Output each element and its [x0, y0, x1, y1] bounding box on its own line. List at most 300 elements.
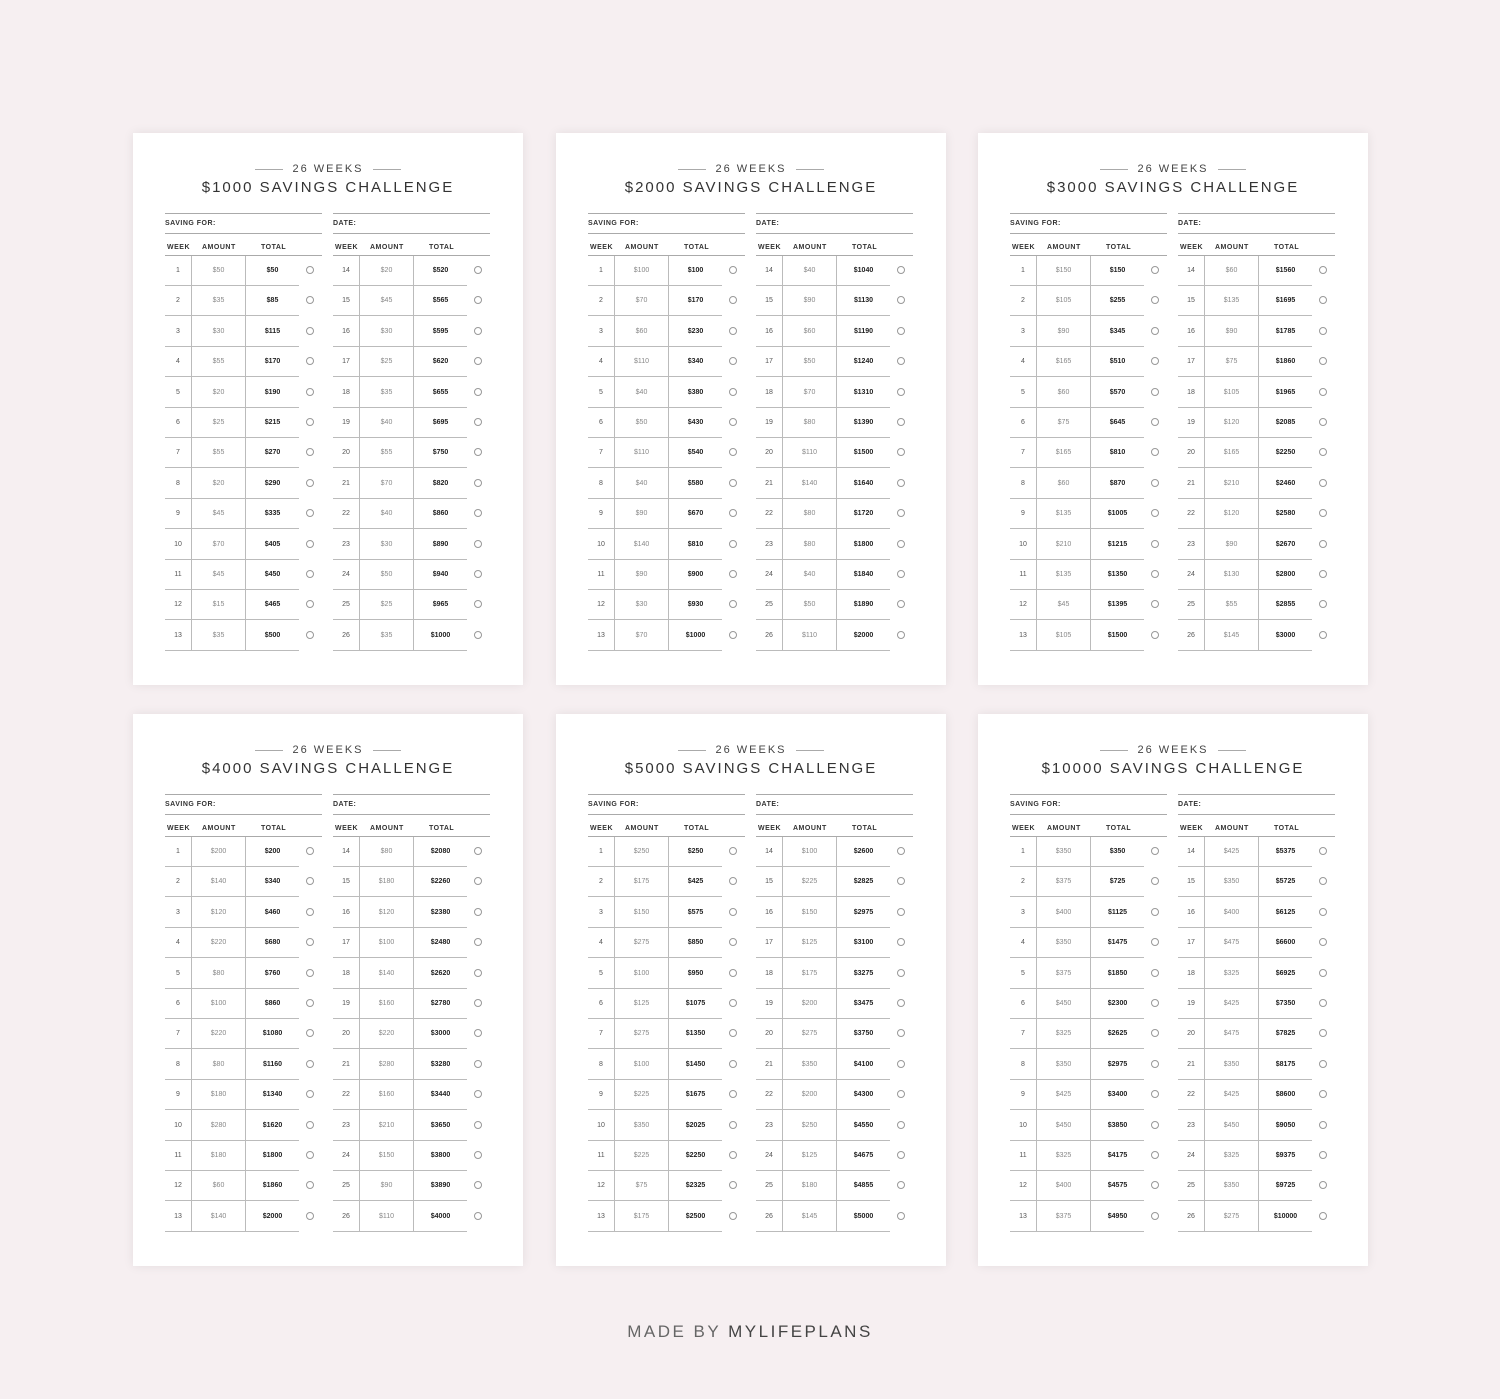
done-checkbox[interactable] [474, 999, 482, 1007]
done-checkbox[interactable] [1151, 1060, 1159, 1068]
done-checkbox[interactable] [474, 509, 482, 517]
saving-for-field[interactable] [165, 213, 322, 234]
done-checkbox[interactable] [1151, 1212, 1159, 1220]
table-row [756, 928, 913, 958]
saving-for-field[interactable] [1010, 794, 1167, 815]
done-checkbox[interactable] [306, 1181, 314, 1189]
done-checkbox[interactable] [306, 479, 314, 487]
amount-value: $60 [635, 327, 648, 335]
week-number: 9 [599, 1091, 603, 1099]
done-checkbox[interactable] [729, 1212, 737, 1220]
done-checkbox[interactable] [1151, 266, 1159, 274]
amount-value: $400 [1223, 908, 1240, 916]
saving-for-field[interactable] [588, 794, 745, 815]
amount-value: $40 [803, 571, 816, 578]
week-number: 5 [1021, 388, 1025, 396]
done-checkbox[interactable] [1319, 479, 1327, 487]
done-checkbox[interactable] [306, 448, 314, 456]
table-row [588, 256, 745, 286]
done-checkbox[interactable] [306, 357, 314, 365]
week-number: 20 [342, 1030, 350, 1038]
done-checkbox[interactable] [474, 877, 482, 885]
done-checkbox[interactable] [729, 388, 737, 396]
done-checkbox[interactable] [474, 1121, 482, 1129]
done-checkbox[interactable] [1151, 908, 1159, 916]
saving-for-field[interactable] [588, 213, 745, 234]
col-week-header: WEEK [1180, 825, 1203, 832]
done-checkbox[interactable] [306, 540, 314, 548]
week-number: 1 [176, 267, 180, 274]
saving-for-field[interactable] [165, 794, 322, 815]
total-value: $810 [687, 540, 704, 548]
done-checkbox[interactable] [306, 938, 314, 946]
done-checkbox[interactable] [1151, 540, 1159, 548]
done-checkbox[interactable] [1151, 847, 1159, 855]
challenge-sheet [133, 133, 523, 685]
done-checkbox[interactable] [474, 969, 482, 977]
done-checkbox[interactable] [1319, 357, 1327, 365]
done-checkbox[interactable] [897, 296, 905, 304]
done-checkbox[interactable] [1319, 448, 1327, 456]
done-checkbox[interactable] [897, 999, 905, 1007]
total-value: $1125 [1107, 908, 1128, 916]
done-checkbox[interactable] [474, 1090, 482, 1098]
done-checkbox[interactable] [1151, 418, 1159, 426]
done-checkbox[interactable] [474, 1060, 482, 1068]
col-total-header: TOTAL [1106, 244, 1132, 251]
done-checkbox[interactable] [897, 479, 905, 487]
done-checkbox[interactable] [474, 540, 482, 548]
week-number: 15 [765, 297, 773, 305]
done-checkbox[interactable] [306, 266, 314, 274]
done-checkbox[interactable] [729, 1121, 737, 1129]
total-value: $565 [432, 297, 449, 305]
done-checkbox[interactable] [897, 631, 905, 639]
done-checkbox[interactable] [729, 877, 737, 885]
table-row [756, 256, 913, 286]
weeks-table [333, 241, 490, 653]
done-checkbox[interactable] [474, 908, 482, 916]
amount-value: $150 [1055, 267, 1072, 274]
amount-value: $450 [1055, 1121, 1072, 1129]
done-checkbox[interactable] [306, 847, 314, 855]
amount-value: $80 [212, 969, 225, 977]
done-checkbox[interactable] [897, 540, 905, 548]
done-checkbox[interactable] [729, 479, 737, 487]
table-row [588, 590, 745, 620]
done-checkbox[interactable] [1151, 938, 1159, 946]
week-number: 5 [599, 388, 603, 396]
done-checkbox[interactable] [1151, 877, 1159, 885]
col-amount-header: AMOUNT [1215, 244, 1249, 251]
done-checkbox[interactable] [1319, 388, 1327, 396]
done-checkbox[interactable] [1151, 1090, 1159, 1098]
done-checkbox[interactable] [729, 418, 737, 426]
done-checkbox[interactable] [729, 357, 737, 365]
amount-value: $145 [1223, 631, 1240, 639]
done-checkbox[interactable] [306, 999, 314, 1007]
col-amount-header: AMOUNT [625, 825, 659, 832]
done-checkbox[interactable] [474, 1212, 482, 1220]
amount-value: $100 [633, 969, 650, 977]
done-checkbox[interactable] [729, 600, 737, 608]
done-checkbox[interactable] [729, 938, 737, 946]
done-checkbox[interactable] [1319, 969, 1327, 977]
done-checkbox[interactable] [897, 388, 905, 396]
done-checkbox[interactable] [1151, 570, 1159, 578]
sheet-title: $10000 SAVINGS CHALLENGE [1041, 760, 1305, 777]
week-number: 21 [1187, 479, 1195, 487]
table-header [333, 822, 490, 837]
done-checkbox[interactable] [729, 448, 737, 456]
table-row [333, 989, 490, 1019]
done-checkbox[interactable] [1319, 1212, 1327, 1220]
done-checkbox[interactable] [1151, 999, 1159, 1007]
done-checkbox[interactable] [897, 877, 905, 885]
done-checkbox[interactable] [474, 847, 482, 855]
done-checkbox[interactable] [1319, 1090, 1327, 1098]
week-number: 5 [176, 388, 180, 396]
table-row [1010, 1202, 1167, 1232]
done-checkbox[interactable] [306, 1121, 314, 1129]
done-checkbox[interactable] [897, 357, 905, 365]
done-checkbox[interactable] [1319, 938, 1327, 946]
amount-value: $120 [210, 908, 227, 916]
done-checkbox[interactable] [306, 418, 314, 426]
amount-value: $125 [633, 1000, 650, 1007]
done-checkbox[interactable] [729, 969, 737, 977]
table-row [588, 408, 745, 438]
done-checkbox[interactable] [1151, 357, 1159, 365]
table-header [165, 822, 322, 837]
done-checkbox[interactable] [897, 570, 905, 578]
table-row [1178, 867, 1335, 897]
weeks-label: 26 WEEKS [292, 163, 364, 175]
table-row [333, 347, 490, 377]
done-checkbox[interactable] [1319, 1121, 1327, 1129]
done-checkbox[interactable] [729, 1029, 737, 1037]
done-checkbox[interactable] [1319, 266, 1327, 274]
amount-value: $150 [633, 908, 650, 916]
done-checkbox[interactable] [1151, 600, 1159, 608]
done-checkbox[interactable] [306, 296, 314, 304]
week-number: 9 [176, 510, 180, 518]
total-value: $8600 [1275, 1091, 1296, 1099]
amount-value: $220 [210, 1030, 227, 1038]
amount-value: $30 [635, 601, 648, 609]
total-value: $820 [432, 479, 449, 487]
done-checkbox[interactable] [1319, 1151, 1327, 1159]
done-checkbox[interactable] [306, 877, 314, 885]
done-checkbox[interactable] [897, 600, 905, 608]
done-checkbox[interactable] [306, 327, 314, 335]
done-checkbox[interactable] [897, 1121, 905, 1129]
col-total-header: TOTAL [261, 244, 287, 251]
done-checkbox[interactable] [1151, 296, 1159, 304]
done-checkbox[interactable] [306, 570, 314, 578]
total-value: $725 [1109, 878, 1126, 886]
done-checkbox[interactable] [729, 999, 737, 1007]
done-checkbox[interactable] [306, 908, 314, 916]
total-value: $1075 [685, 1000, 706, 1007]
done-checkbox[interactable] [1151, 1151, 1159, 1159]
done-checkbox[interactable] [1319, 296, 1327, 304]
done-checkbox[interactable] [897, 908, 905, 916]
table-row [1178, 898, 1335, 928]
done-checkbox[interactable] [1319, 418, 1327, 426]
done-checkbox[interactable] [897, 327, 905, 335]
total-value: $50 [266, 267, 279, 274]
week-number: 26 [1187, 1212, 1195, 1220]
done-checkbox[interactable] [729, 296, 737, 304]
amount-value: $110 [801, 449, 818, 457]
total-value: $1240 [853, 358, 874, 366]
done-checkbox[interactable] [474, 418, 482, 426]
done-checkbox[interactable] [306, 1060, 314, 1068]
week-number: 1 [176, 848, 180, 855]
week-number: 17 [1187, 939, 1195, 947]
week-number: 4 [1021, 939, 1025, 947]
done-checkbox[interactable] [474, 570, 482, 578]
table-row [333, 530, 490, 560]
done-checkbox[interactable] [1319, 877, 1327, 885]
done-checkbox[interactable] [1319, 631, 1327, 639]
table-header [588, 822, 745, 837]
done-checkbox[interactable] [1319, 327, 1327, 335]
done-checkbox[interactable] [729, 509, 737, 517]
done-checkbox[interactable] [729, 1060, 737, 1068]
week-number: 19 [342, 419, 350, 426]
done-checkbox[interactable] [474, 388, 482, 396]
done-checkbox[interactable] [897, 847, 905, 855]
table-row [756, 438, 913, 468]
done-checkbox[interactable] [474, 296, 482, 304]
done-checkbox[interactable] [897, 1212, 905, 1220]
table-row [756, 1050, 913, 1080]
weeks-heading [556, 163, 946, 175]
date-field[interactable] [333, 213, 490, 234]
total-value: $2250 [1275, 449, 1296, 457]
table-row [333, 256, 490, 286]
amount-value: $275 [1223, 1212, 1240, 1220]
amount-value: $275 [633, 1030, 650, 1038]
done-checkbox[interactable] [1319, 999, 1327, 1007]
done-checkbox[interactable] [474, 1181, 482, 1189]
done-checkbox[interactable] [897, 969, 905, 977]
done-checkbox[interactable] [474, 357, 482, 365]
amount-value: $140 [633, 540, 650, 548]
table-row [1010, 408, 1167, 438]
total-value: $760 [264, 969, 281, 977]
total-value: $9050 [1275, 1121, 1296, 1129]
done-checkbox[interactable] [1151, 1121, 1159, 1129]
done-checkbox[interactable] [897, 509, 905, 517]
saving-for-field[interactable] [1010, 213, 1167, 234]
done-checkbox[interactable] [306, 388, 314, 396]
done-checkbox[interactable] [474, 327, 482, 335]
week-number: 9 [1021, 1091, 1025, 1099]
done-checkbox[interactable] [897, 1029, 905, 1037]
table-row [588, 560, 745, 590]
done-checkbox[interactable] [897, 1151, 905, 1159]
table-row [756, 378, 913, 408]
amount-value: $45 [212, 571, 225, 578]
done-checkbox[interactable] [474, 600, 482, 608]
total-value: $9375 [1275, 1152, 1296, 1159]
done-checkbox[interactable] [1151, 388, 1159, 396]
week-number: 12 [597, 601, 605, 609]
done-checkbox[interactable] [1151, 448, 1159, 456]
week-number: 12 [1019, 601, 1027, 609]
amount-value: $220 [378, 1030, 395, 1038]
amount-value: $35 [380, 388, 393, 396]
week-number: 16 [342, 908, 350, 916]
done-checkbox[interactable] [1151, 969, 1159, 977]
amount-value: $135 [1223, 297, 1240, 305]
amount-value: $100 [633, 1060, 650, 1068]
done-checkbox[interactable] [729, 1090, 737, 1098]
total-value: $1040 [853, 267, 874, 274]
table-row [165, 867, 322, 897]
table-row [1010, 438, 1167, 468]
done-checkbox[interactable] [1151, 1181, 1159, 1189]
week-number: 25 [765, 601, 773, 609]
done-checkbox[interactable] [474, 448, 482, 456]
total-value: $465 [264, 601, 281, 609]
table-row [588, 438, 745, 468]
done-checkbox[interactable] [474, 1151, 482, 1159]
week-number: 25 [342, 601, 350, 609]
done-checkbox[interactable] [729, 1151, 737, 1159]
week-number: 5 [176, 969, 180, 977]
done-checkbox[interactable] [1319, 847, 1327, 855]
week-number: 2 [1021, 297, 1025, 305]
done-checkbox[interactable] [474, 631, 482, 639]
table-row [756, 317, 913, 347]
amount-value: $80 [380, 848, 393, 855]
amount-value: $225 [801, 878, 818, 886]
done-checkbox[interactable] [1319, 1181, 1327, 1189]
done-checkbox[interactable] [306, 1212, 314, 1220]
week-number: 25 [765, 1182, 773, 1190]
week-number: 25 [342, 1182, 350, 1190]
date-field[interactable] [1178, 213, 1335, 234]
date-field[interactable] [756, 794, 913, 815]
total-value: $200 [264, 848, 281, 855]
table-row [1010, 867, 1167, 897]
week-number: 26 [342, 631, 350, 639]
done-checkbox[interactable] [897, 938, 905, 946]
done-checkbox[interactable] [474, 479, 482, 487]
table-row [1010, 590, 1167, 620]
week-number: 20 [1187, 1030, 1195, 1038]
done-checkbox[interactable] [1319, 600, 1327, 608]
done-checkbox[interactable] [306, 969, 314, 977]
done-checkbox[interactable] [1319, 1060, 1327, 1068]
done-checkbox[interactable] [897, 1181, 905, 1189]
done-checkbox[interactable] [897, 418, 905, 426]
done-checkbox[interactable] [897, 448, 905, 456]
col-week-header: WEEK [1012, 825, 1035, 832]
col-amount-header: AMOUNT [202, 244, 236, 251]
done-checkbox[interactable] [306, 509, 314, 517]
total-value: $950 [687, 969, 704, 977]
done-checkbox[interactable] [729, 1181, 737, 1189]
done-checkbox[interactable] [897, 1060, 905, 1068]
done-checkbox[interactable] [729, 540, 737, 548]
done-checkbox[interactable] [897, 266, 905, 274]
total-value: $2500 [685, 1212, 706, 1220]
done-checkbox[interactable] [306, 631, 314, 639]
total-value: $2670 [1275, 540, 1296, 548]
done-checkbox[interactable] [729, 327, 737, 335]
total-value: $1720 [853, 510, 874, 518]
done-checkbox[interactable] [306, 1151, 314, 1159]
done-checkbox[interactable] [729, 631, 737, 639]
date-field[interactable] [756, 213, 913, 234]
done-checkbox[interactable] [1319, 908, 1327, 916]
table-row [333, 1202, 490, 1232]
week-number: 15 [342, 297, 350, 305]
date-label: DATE: [756, 220, 780, 227]
done-checkbox[interactable] [729, 847, 737, 855]
done-checkbox[interactable] [306, 600, 314, 608]
table-row [1178, 837, 1335, 867]
table-row [588, 837, 745, 867]
done-checkbox[interactable] [729, 266, 737, 274]
done-checkbox[interactable] [729, 570, 737, 578]
weeks-label: 26 WEEKS [1137, 744, 1209, 756]
amount-value: $25 [380, 358, 393, 366]
total-value: $2250 [685, 1152, 706, 1159]
weeks-label: 26 WEEKS [1137, 163, 1209, 175]
done-checkbox[interactable] [897, 1090, 905, 1098]
table-row [165, 286, 322, 316]
done-checkbox[interactable] [1151, 1029, 1159, 1037]
done-checkbox[interactable] [1319, 1029, 1327, 1037]
done-checkbox[interactable] [729, 908, 737, 916]
weeks-table [333, 822, 490, 1234]
total-value: $1890 [853, 601, 874, 609]
amount-value: $60 [1225, 267, 1238, 274]
total-value: $2600 [853, 848, 874, 855]
done-checkbox[interactable] [1151, 479, 1159, 487]
done-checkbox[interactable] [1151, 509, 1159, 517]
total-value: $4575 [1107, 1182, 1128, 1190]
done-checkbox[interactable] [1319, 570, 1327, 578]
col-week-header: WEEK [167, 244, 190, 251]
done-checkbox[interactable] [1319, 509, 1327, 517]
table-row [1178, 1050, 1335, 1080]
done-checkbox[interactable] [474, 266, 482, 274]
total-value: $2800 [1275, 571, 1296, 578]
done-checkbox[interactable] [474, 938, 482, 946]
week-number: 7 [1021, 1030, 1025, 1038]
table-row [165, 928, 322, 958]
done-checkbox[interactable] [306, 1090, 314, 1098]
date-field[interactable] [1178, 794, 1335, 815]
week-number: 21 [765, 479, 773, 487]
done-checkbox[interactable] [1319, 540, 1327, 548]
week-number: 18 [342, 969, 350, 977]
col-amount-header: AMOUNT [1047, 244, 1081, 251]
done-checkbox[interactable] [474, 1029, 482, 1037]
done-checkbox[interactable] [1151, 631, 1159, 639]
done-checkbox[interactable] [1151, 327, 1159, 335]
done-checkbox[interactable] [306, 1029, 314, 1037]
total-value: $680 [264, 939, 281, 947]
date-field[interactable] [333, 794, 490, 815]
